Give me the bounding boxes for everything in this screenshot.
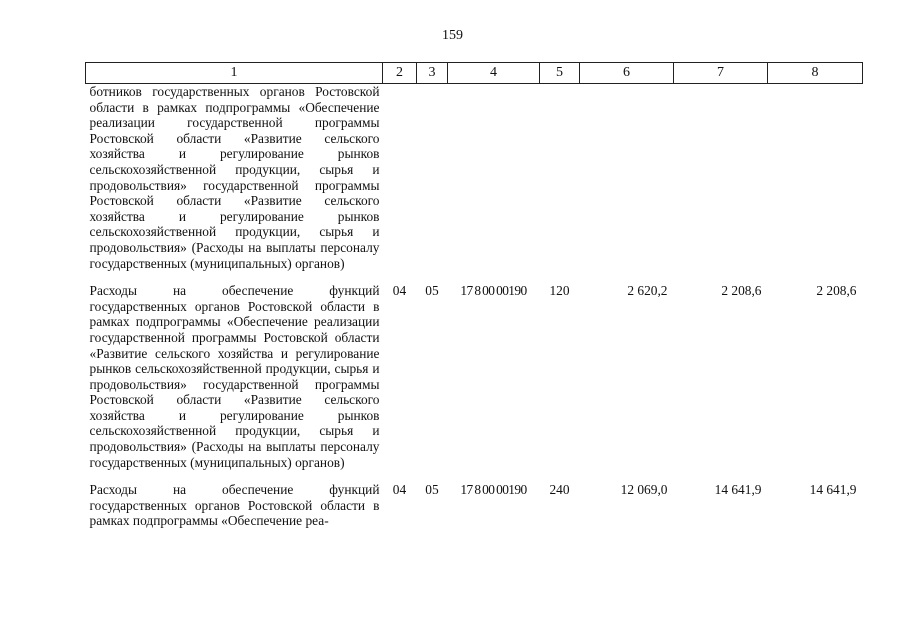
header-row: [86, 63, 863, 84]
column-header-1: 1: [86, 63, 383, 84]
table-row: [86, 84, 863, 283]
row-amount-year-3: 2 208,6: [816, 283, 857, 299]
column-header-5: 5: [540, 63, 580, 84]
row-target-article: [448, 84, 540, 283]
row-amount-year-1: 12 069,0: [620, 482, 668, 498]
row-amount-year-1: [580, 84, 674, 283]
column-header-4: 4: [448, 63, 540, 84]
column-header-3: 3: [417, 63, 448, 84]
row-description: Расходы на обеспечение функций государственных органов Ростовской области в рамках подпрограммы «Обеспечение реа-: [89, 482, 380, 529]
row-amount-year-2: [674, 84, 768, 283]
row-amount-year-2: 2 208,6: [721, 283, 762, 299]
budget-table: [85, 62, 863, 540]
page-number: 159: [442, 28, 463, 43]
column-header-8: 8: [768, 63, 863, 84]
column-header-7: 7: [674, 63, 768, 84]
row-subsection-code: [417, 84, 448, 283]
row-expense-type: [540, 84, 580, 283]
row-description: ботников государственных органов Ростовской области в рамках подпрограммы «Обеспечение реализации государственной программы Ростовской области «Развитие сельского хозяйства и регулирование рынков сельскохозяйственной продукции, сырья и продовольствия» государственной программы Ростовской области «Развитие сельского хозяйства и регулирование рынков сельскохозяйственной продукции, сырья и продовольствия» (Расходы на выплаты персоналу государственных (муниципальных) органов): [89, 84, 380, 271]
row-section-code: 04: [392, 482, 407, 498]
table-row: [86, 282, 863, 481]
row-target-article: 17 8 00 00190: [460, 482, 527, 498]
table-row: [86, 481, 863, 540]
row-subsection-code: 05: [425, 283, 439, 299]
row-expense-type: 120: [549, 283, 570, 299]
row-amount-year-1: 2 620,2: [627, 283, 668, 299]
row-expense-type: 240: [549, 482, 570, 498]
column-header-6: 6: [580, 63, 674, 84]
row-amount-year-3: 14 641,9: [809, 482, 857, 498]
row-amount-year-2: 14 641,9: [714, 482, 762, 498]
row-description: Расходы на обеспечение функций государственных органов Ростовской области в рамках подпрограммы «Обеспечение реализации государственной программы Ростовской области «Развитие сельского хозяйства и регулирование рынков сельскохозяйственной продукции, сырья и продовольствия» государственной программы Ростовской области «Развитие сельского хозяйства и регулирование рынков сельскохозяйственной продукции, сырья и продовольствия» (Расходы на выплаты персоналу государственных (муниципальных) органов): [89, 283, 380, 470]
row-section-code: 04: [392, 283, 407, 299]
row-amount-year-3: [768, 84, 863, 283]
row-target-article: 17 8 00 00190: [460, 283, 527, 299]
row-section-code: [383, 84, 417, 283]
column-header-2: 2: [383, 63, 417, 84]
row-subsection-code: 05: [425, 482, 439, 498]
